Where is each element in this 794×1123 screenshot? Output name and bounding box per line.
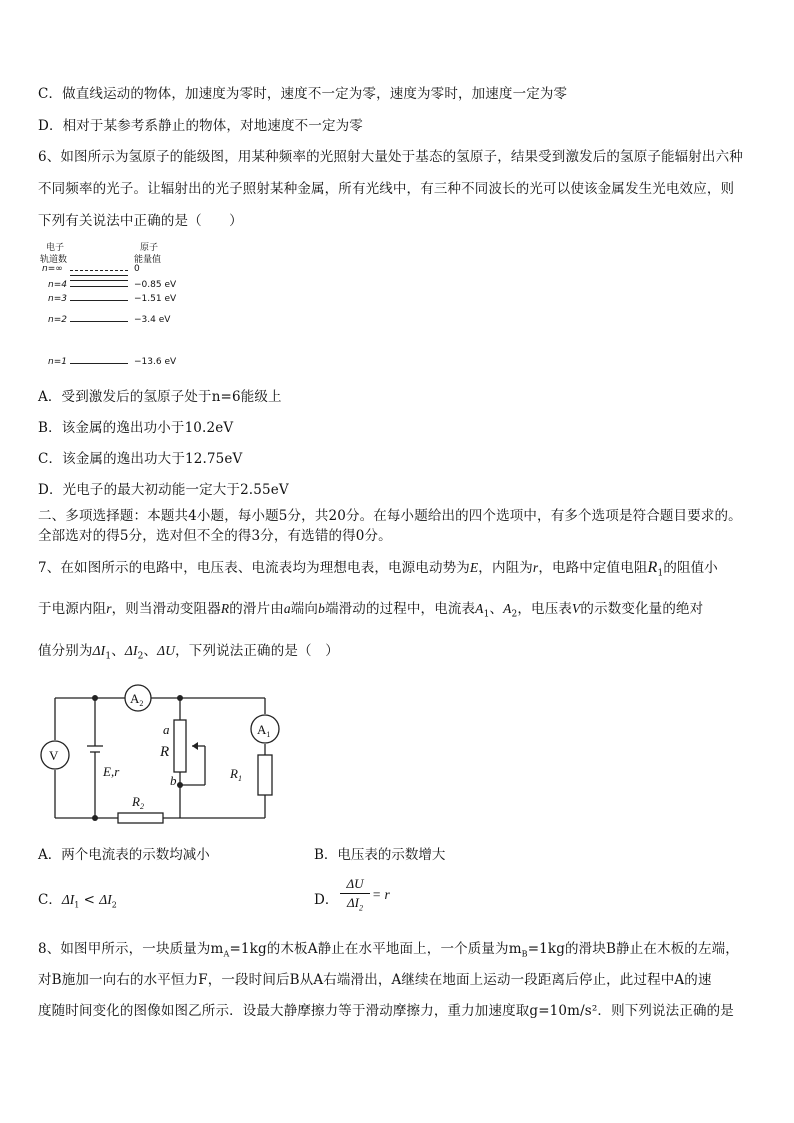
q8-line1: 8、如图甲所示，一块质量为$m_A=1kg$的木板A静止在水平地面上，一个质量为$m_B=1kg$的滑块B静止在木板的左端， xyxy=(38,941,739,959)
level-energy-3: −1.51 eV xyxy=(134,294,177,304)
q6-stem-line3: 下列有关说法中正确的是（ ） xyxy=(38,213,243,229)
q6-stem-line1: 6、如图所示为氢原子的能级图，用某种频率的光照射大量处于基态的氢原子，结果受到激发后的氢原子能辐射出六种 xyxy=(38,149,743,165)
diagram-col-left-1: 电子 xyxy=(46,243,65,253)
level-line-6 xyxy=(70,275,128,276)
level-label-4: n=4 xyxy=(48,280,67,290)
energy-level-diagram xyxy=(38,240,198,370)
level-line-5 xyxy=(70,280,128,281)
q6-option-a: A．受到激发后的氢原子处于n=6能级上 xyxy=(38,389,282,405)
q7-stem-line2: 于电源内阻r，则当滑动变阻器R的滑片由a端向b端滑动的过程中，电流表$A_1$、$A_2$，电压表V的示数变化量的绝对 xyxy=(38,601,704,620)
level-label-inf: n=∞ xyxy=(42,264,63,274)
q8-line3: 度随时间变化的图像如图乙所示．设最大静摩擦力等于滑动摩擦力，重力加速度取g=10m/s²．则下列说法正确的是 xyxy=(38,1003,734,1019)
fraction-numerator: ΔU xyxy=(346,876,364,891)
q7-option-d-fraction xyxy=(340,876,370,913)
circuit-label-R: R xyxy=(160,744,170,760)
q5-option-c: C．做直线运动的物体，加速度为零时，速度不一定为零，速度为零时，加速度一定为零 xyxy=(38,86,568,102)
circuit-label-R2: $R_2$ xyxy=(132,794,144,811)
diagram-col-right-2: 能量值 xyxy=(134,255,162,265)
q8-line2: 对B施加一向右的水平恒力F，一段时间后B从A右端滑出，A继续在地面上运动一段距离后停止，此过程中A的速 xyxy=(38,972,712,988)
level-label-2: n=2 xyxy=(48,315,67,325)
circuit-diagram xyxy=(30,680,290,830)
diagram-col-right-1: 原子 xyxy=(140,243,159,253)
level-line-1 xyxy=(70,363,128,364)
level-energy-4: −0.85 eV xyxy=(134,280,177,290)
circuit-label-A2: $A_2$ xyxy=(130,691,144,708)
circuit-label-R1: $R_1$ xyxy=(230,766,242,783)
circuit-label-b: b xyxy=(170,773,177,788)
q7-option-d-eq: = r xyxy=(372,887,390,902)
level-label-1: n=1 xyxy=(48,357,67,367)
level-line-3 xyxy=(70,300,128,301)
circuit-label-Er: E,r xyxy=(103,764,120,779)
level-label-3: n=3 xyxy=(48,294,67,304)
circuit-label-V: V xyxy=(49,748,59,763)
q7-option-c: C．$\Delta I_1 < \Delta I_2$ xyxy=(38,892,117,910)
q6-option-d: D．光电子的最大初动能一定大于2.55eV xyxy=(38,482,289,498)
q7-stem-line3: 值分别为$\Delta I_1$、$\Delta I_2$、ΔU，下列说法正确的是（ ） xyxy=(38,643,339,662)
level-line-2 xyxy=(70,321,128,322)
diagram-col-left-2: 轨道数 xyxy=(40,255,68,265)
level-line-4 xyxy=(70,286,128,287)
level-line-inf xyxy=(70,270,128,271)
level-energy-1: −13.6 eV xyxy=(134,357,177,367)
q7-option-a: A．两个电流表的示数均减小 xyxy=(38,847,210,863)
section2-line2: 全部选对的得5分，选对但不全的得3分，有选错的得0分。 xyxy=(38,528,392,544)
circuit-label-a: a xyxy=(163,722,170,737)
section2-line1: 二、多项选择题：本题共4小题，每小题5分，共20分。在每小题给出的四个选项中，有多个选项是符合题目要求的。 xyxy=(38,508,742,524)
q7-option-d: D． xyxy=(314,892,339,908)
q6-stem-line2: 不同频率的光子。让辐射出的光子照射某种金属，所有光线中，有三种不同波长的光可以使该金属发生光电效应，则 xyxy=(38,181,735,197)
q5-option-d: D．相对于某参考系静止的物体，对地速度不一定为零 xyxy=(38,118,363,134)
q7-stem-line1: 7、在如图所示的电路中，电压表、电流表均为理想电表，电源电动势为E，内阻为r，电路中定值电阻$R_1$的阻值小 xyxy=(38,559,718,579)
level-energy-inf: 0 xyxy=(134,264,140,274)
q6-option-c: C．该金属的逸出功大于12.75eV xyxy=(38,451,243,467)
q7-option-b: B．电压表的示数增大 xyxy=(314,847,446,863)
q6-option-b: B．该金属的逸出功小于10.2eV xyxy=(38,420,234,436)
level-energy-2: −3.4 eV xyxy=(134,315,171,325)
fraction-denominator: $\Delta I_2$ xyxy=(347,895,363,913)
circuit-label-A1: $A_1$ xyxy=(257,722,271,739)
